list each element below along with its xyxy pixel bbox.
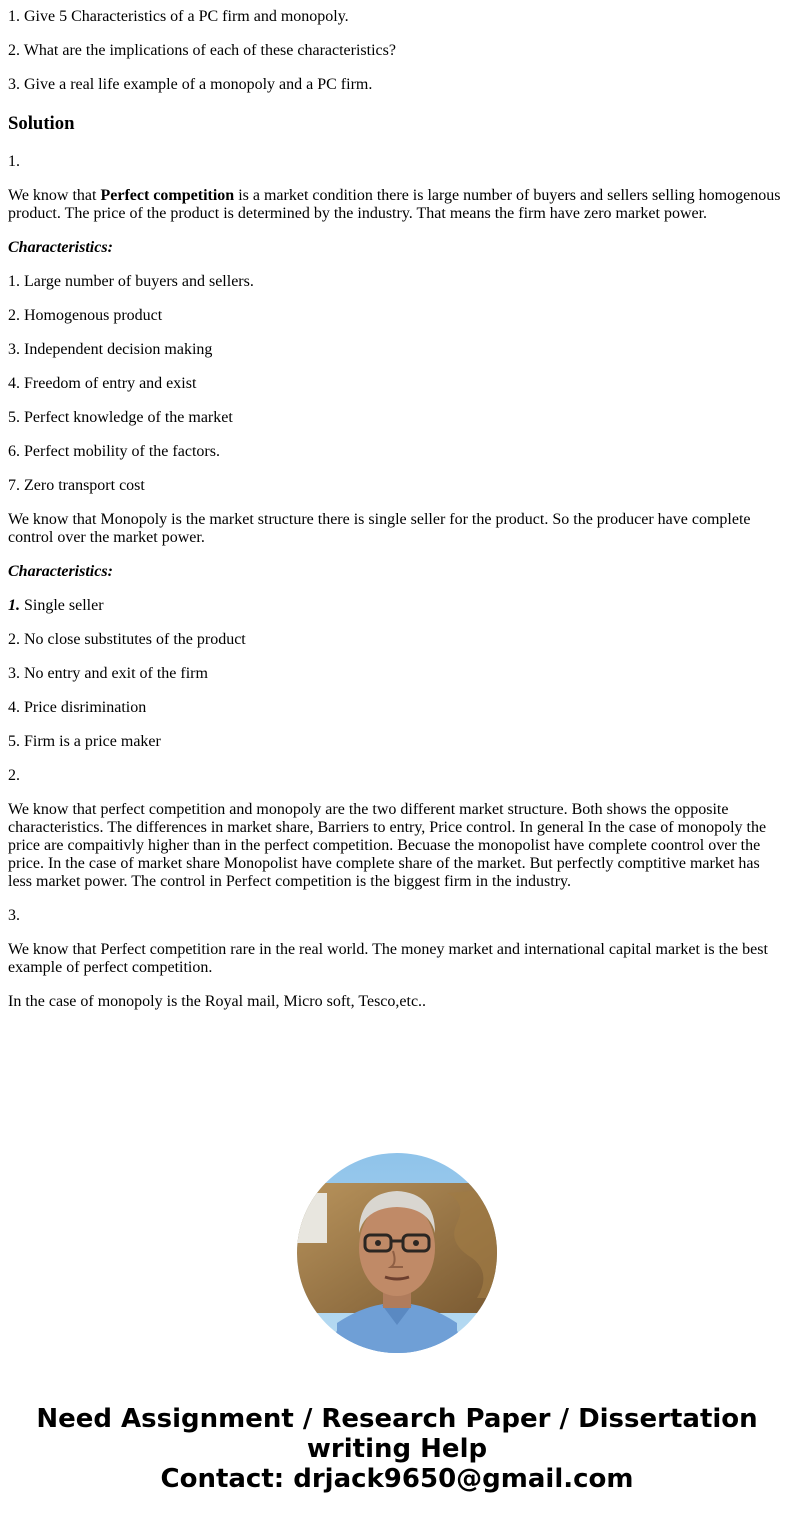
pc-char-item: 7. Zero transport cost: [8, 477, 145, 494]
pc-intro: [8, 187, 786, 223]
promo-line-2: writing Help: [306, 1434, 488, 1464]
promo-line-1: Need Assignment / Research Paper / Dissertation: [36, 1404, 758, 1434]
question-1: 1. Give 5 Characteristics of a PC firm and monopoly.: [8, 8, 349, 25]
mono-char-item: 3. No entry and exit of the firm: [8, 665, 208, 682]
pc-intro-suffix: is a market condition there is large number of buyers and sellers selling homogenous product. The price of the product is determined by the industry. That means the firm have zero market power.: [8, 187, 781, 222]
pc-char-item: 5. Perfect knowledge of the market: [8, 409, 233, 426]
question-2: 2. What are the implications of each of these characteristics?: [8, 42, 396, 59]
part3-text-2: In the case of monopoly is the Royal mail, Micro soft, Tesco,etc..: [8, 993, 427, 1010]
mono-char-item: 1. Single seller: [8, 597, 104, 614]
mono-char-item: 5. Firm is a price maker: [8, 733, 161, 750]
part1-number: 1.: [8, 153, 20, 170]
part2-text: We know that perfect competition and monopoly are the two different market structure. Both shows the opposite characteristics. The differences in market share, Barriers to entry, Price control. In general In the case of monopoly the price are compaitivly higher than in the perfect competition. Becuase the monopolist have complete coontrol over the price. In the case of market share Monopolist have complete share of the market. But perfectly comptitive market has less market power. The control in Perfect competition is the biggest firm in the industry.: [8, 801, 767, 890]
pc-intro-prefix: We know that: [8, 187, 101, 204]
part3-text-1: We know that Perfect competition rare in the real world. The money market and international capital market is the best example of perfect competition.: [8, 941, 768, 976]
mono-characteristics-heading: Characteristics:: [8, 563, 113, 580]
promo-footer: [0, 1404, 794, 1494]
pc-char-item: 3. Independent decision making: [8, 341, 213, 358]
pc-characteristics-heading: Characteristics:: [8, 239, 113, 256]
mono-intro: We know that Monopoly is the market structure there is single seller for the product. So the producer have complete control over the market power.: [8, 511, 751, 546]
part2-number: 2.: [8, 767, 20, 784]
pc-char-item: 4. Freedom of entry and exist: [8, 375, 197, 392]
solution-heading: Solution: [8, 113, 75, 134]
pc-char-item: 1. Large number of buyers and sellers.: [8, 273, 254, 290]
pc-char-item: 2. Homogenous product: [8, 307, 163, 324]
mono-char-item: 4. Price disrimination: [8, 699, 147, 716]
pc-char-item: 6. Perfect mobility of the factors.: [8, 443, 220, 460]
mono-char-item: 2. No close substitutes of the product: [8, 631, 246, 648]
person-photo-icon: [297, 1153, 497, 1353]
author-avatar: [297, 1153, 497, 1353]
part3-number: 3.: [8, 907, 20, 924]
promo-contact: Contact: drjack9650@gmail.com: [160, 1464, 634, 1494]
question-3: 3. Give a real life example of a monopoly and a PC firm.: [8, 76, 373, 93]
pc-intro-term: Perfect competition: [100, 187, 235, 204]
